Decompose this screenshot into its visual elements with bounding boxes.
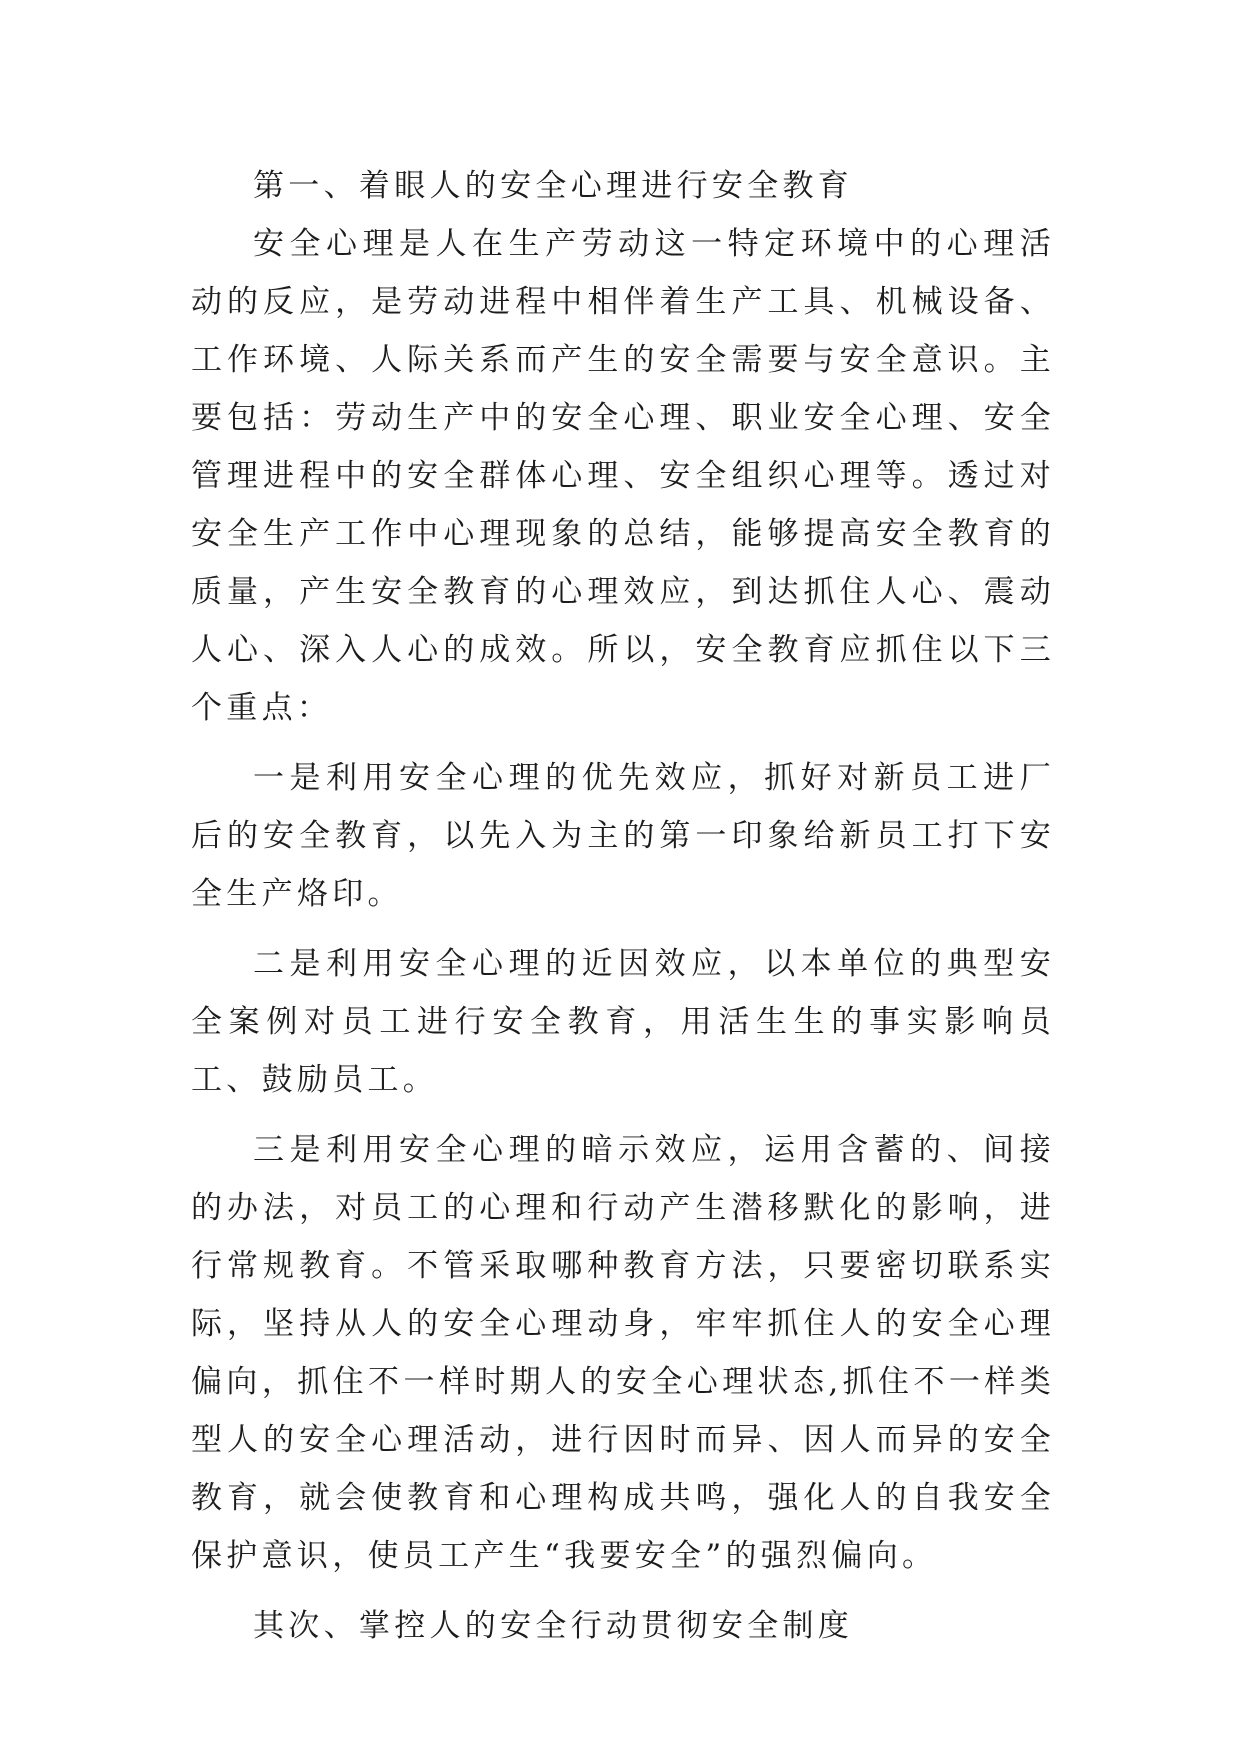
section-heading-1: 第一、着眼人的安全心理进行安全教育 xyxy=(253,168,854,204)
paragraph-intro: 安全心理是人在生产劳动这一特定环境中的心理活动的反应，是劳动进程中相伴着生产工具、机械设备、工作环境、人际关系而产生的安全需要与安全意识。主要包括：劳动生产中的安全心理、职业安全心理、安全管理进程中的安全群体心理、安全组织心理等。透过对安全生产工作中心理现象的总结，能够提高安全教育的质量，产生安全教育的心理效应，到达抓住人心、震动人心、深入人心的成效。所以，安全教育应抓住以下三个重点： xyxy=(191,226,1055,726)
paragraph-point-2: 二是利用安全心理的近因效应，以本单位的典型安全案例对员工进行安全教育，用活生生的事实影响员工、鼓励员工。 xyxy=(191,946,1055,1098)
document-body xyxy=(191,157,1055,1655)
paragraph-point-1: 一是利用安全心理的优先效应，抓好对新员工进厂后的安全教育，以先入为主的第一印象给新员工打下安全生产烙印。 xyxy=(191,760,1055,912)
paragraph-point-3: 三是利用安全心理的暗示效应，运用含蓄的、间接的办法，对员工的心理和行动产生潜移默化的影响，进行常规教育。不管采取哪种教育方法，只要密切联系实际，坚持从人的安全心理动身，牢牢抓住人的安全心理偏向，抓住不一样时期人的安全心理状态,抓住不一样类型人的安全心理活动，进行因时而异、因人而异的安全教育，就会使教育和心理构成共鸣，强化人的自我安全保护意识，使员工产生“我要安全”的强烈偏向。 xyxy=(191,1132,1055,1574)
section-heading-2: 其次、掌控人的安全行动贯彻安全制度 xyxy=(253,1608,854,1644)
